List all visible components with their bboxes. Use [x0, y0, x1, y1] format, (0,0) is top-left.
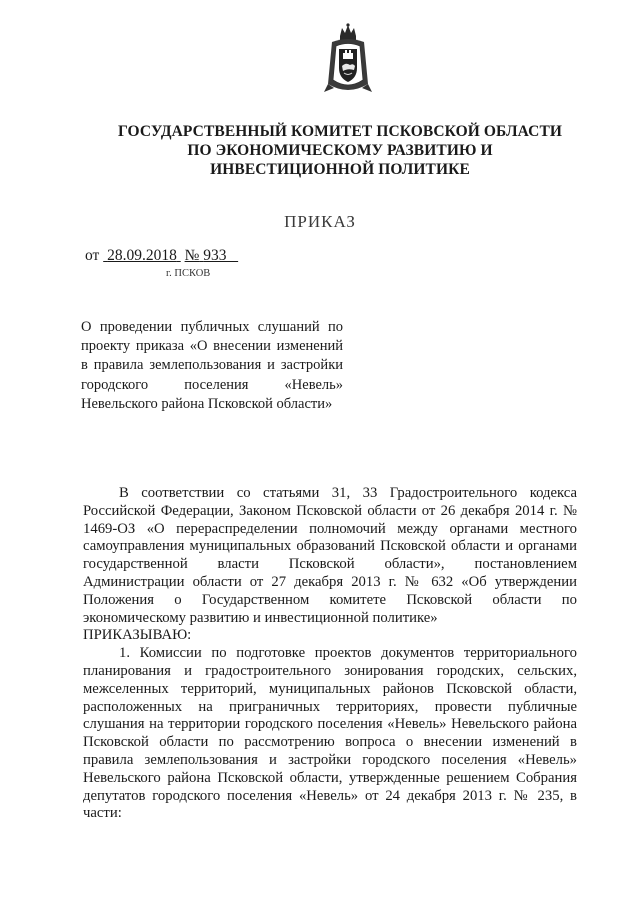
order-title: ПРИКАЗ: [284, 212, 356, 231]
order-date-line: [85, 247, 238, 265]
coat-of-arms-icon: [318, 22, 378, 102]
order-city: г. ПСКОВ: [166, 268, 211, 279]
order-topic: О проведении публичных слушаний по проекту приказа «О внесении изменений в правила землепользования и застройки городского поселения «Невель» Невельского района Псковской области»: [81, 319, 343, 412]
item-1-paragraph: 1. Комиссии по подготовке проектов документов территориального планирования и градостроительного зонирования городских, сельских, межселенных территорий, муниципальных районов Псковской области, расположенных на приграничных территориях, провести публичные слушания на территории городского поселения «Невель» Невельского района Псковской области по рассмотрению вопроса о внесении изменений в правила землепользования и застройки городского поселения «Невель» Невельского района Псковской области, утвержденные решением Собрания депутатов городского поселения «Невель» от 24 декабря 2013 г. № 235, в части:: [83, 645, 577, 822]
date-prefix: от: [85, 247, 100, 264]
order-date: 28.09.2018: [107, 247, 177, 264]
order-number: № 933: [184, 247, 227, 264]
decree-word: ПРИКАЗЫВАЮ:: [83, 627, 192, 644]
org-line-3: ИНВЕСТИЦИОННОЙ ПОЛИТИКЕ: [210, 161, 470, 178]
organization-name: [100, 122, 580, 179]
org-line-2: ПО ЭКОНОМИЧЕСКОМУ РАЗВИТИЮ И: [187, 142, 493, 159]
org-line-1: ГОСУДАРСТВЕННЫЙ КОМИТЕТ ПСКОВСКОЙ ОБЛАСТИ: [117, 123, 563, 140]
order-body: [83, 485, 577, 823]
preamble-paragraph: В соответствии со статьями 31, 33 Градостроительного кодекса Российской Федерации, Законом Псковской области от 26 декабря 2014 г. № 1469-ОЗ «О перераспределении полномочий между органами местного самоуправления муниципальных образований Псковской области и органами государственной власти Псковской области», постановлением Администрации области от 27 декабря 2013 г. № 632 «Об утверждении Положения о Государственном комитете Псковской области по экономическому развитию и инвестиционной политике»: [83, 485, 577, 626]
